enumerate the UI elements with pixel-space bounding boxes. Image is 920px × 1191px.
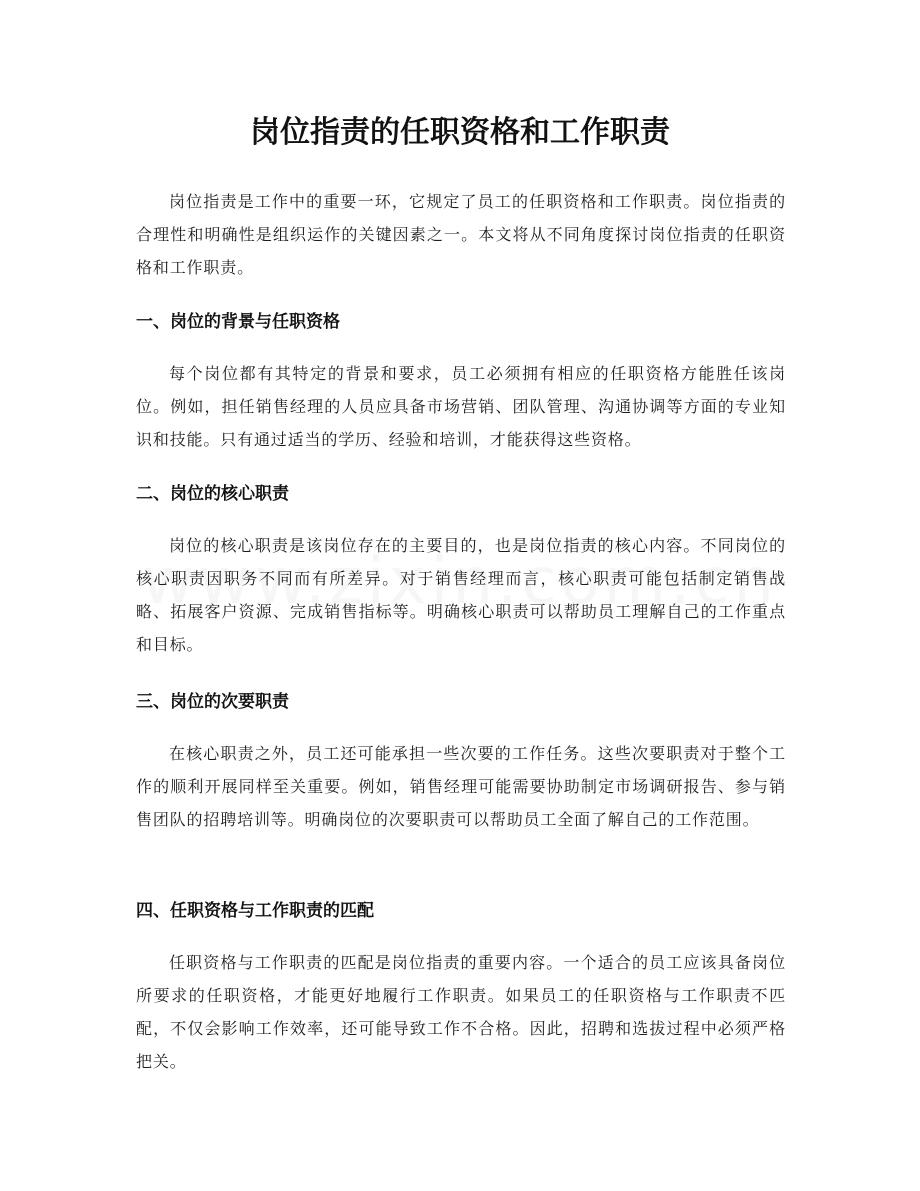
section-1-heading: 一、岗位的背景与任职资格 — [136, 312, 340, 332]
section-1-paragraph: 每个岗位都有其特定的背景和要求，员工必须拥有相应的任职资格方能胜任该岗位。例如，担任销售经理的人员应具备市场营销、团队管理、沟通协调等方面的专业知识和技能。只有通过适当的学历、经验和培训，才能获得这些资格。 — [136, 364, 786, 449]
section-4-heading: 四、任职资格与工作职责的匹配 — [136, 901, 374, 921]
document-title: 岗位指责的任职资格和工作职责 — [250, 115, 670, 150]
section-3-heading: 三、岗位的次要职责 — [136, 692, 289, 712]
intro-paragraph: 岗位指责是工作中的重要一环，它规定了员工的任职资格和工作职责。岗位指责的合理性和明确性是组织运作的关键因素之一。本文将从不同角度探讨岗位指责的任职资格和工作职责。 — [136, 192, 786, 277]
section-3-paragraph: 在核心职责之外，员工还可能承担一些次要的工作任务。这些次要职责对于整个工作的顺利开展同样至关重要。例如，销售经理可能需要协助制定市场调研报告、参与销售团队的招聘培训等。明确岗位的次要职责可以帮助员工全面了解自己的工作范围。 — [136, 744, 786, 829]
section-2-heading: 二、岗位的核心职责 — [136, 484, 289, 504]
section-2-paragraph: 岗位的核心职责是该岗位存在的主要目的，也是岗位指责的核心内容。不同岗位的核心职责因职务不同而有所差异。对于销售经理而言，核心职责可能包括制定销售战略、拓展客户资源、完成销售指标等。明确核心职责可以帮助员工理解自己的工作重点和目标。 — [136, 536, 786, 654]
section-4-paragraph: 任职资格与工作职责的匹配是岗位指责的重要内容。一个适合的员工应该具备岗位所要求的任职资格，才能更好地履行工作职责。如果员工的任职资格与工作职责不匹配，不仅会影响工作效率，还可能导致工作不合格。因此，招聘和选拔过程中必须严格把关。 — [136, 953, 786, 1071]
